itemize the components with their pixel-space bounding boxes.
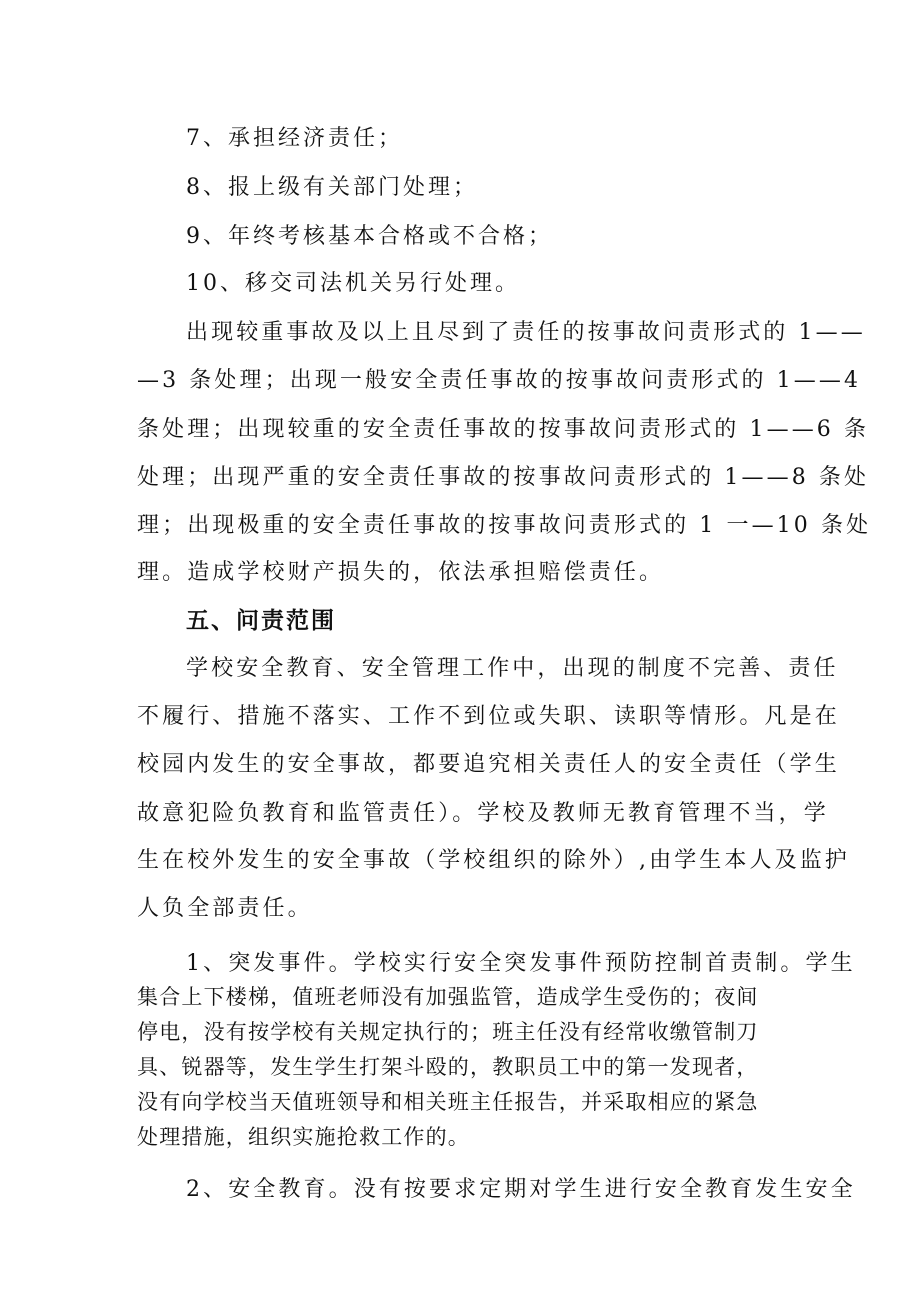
paragraph-line: 条处理；出现较重的安全责任事故的按事故问责形式的 1——6 条 [137,417,870,442]
paragraph-line: 停电，没有按学校有关规定执行的；班主任没有经常收缴管制刀 [137,1020,759,1044]
list-item: 7、承担经济责任； [186,126,403,151]
list-item: 8、报上级有关部门处理； [186,175,478,200]
paragraph-line: 集合上下楼梯，值班老师没有加强监管，造成学生受伤的；夜间 [137,985,759,1009]
paragraph-line: 出现较重事故及以上且尽到了责任的按事故问责形式的 1—— [186,320,866,345]
paragraph-line: 理。造成学校财产损失的，依法承担赔偿责任。 [137,560,665,585]
section-heading: 五、问责范围 [186,608,336,634]
paragraph-line: 学校安全教育、安全管理工作中，出现的制度不完善、责任 [186,656,839,681]
paragraph-line: 处理措施，组织实施抢救工作的。 [137,1125,470,1149]
paragraph-line: 故意犯险负教育和监管责任）。学校及教师无教育管理不当，学 [137,801,829,826]
list-item: 10、移交司法机关另行处理。 [186,271,520,296]
paragraph-line: —3 条处理；出现一般安全责任事故的按事故问责形式的 1——4 [137,368,862,393]
paragraph-line: 2、安全教育。没有按要求定期对学生进行安全教育发生安全 [186,1177,856,1202]
paragraph-line: 1、突发事件。学校实行安全突发事件预防控制首责制。学生 [186,951,856,976]
paragraph-line: 没有向学校当天值班领导和相关班主任报告，并采取相应的紧急 [137,1090,759,1114]
paragraph-line: 生在校外发生的安全事故（学校组织的除外）,由学生本人及监护 [137,848,850,873]
paragraph-line: 理；出现极重的安全责任事故的按事故问责形式的 1 一—10 条处 [137,513,872,538]
paragraph-line: 具、锐器等，发生学生打架斗殴的，教职员工中的第一发现者， [137,1055,759,1079]
paragraph-line: 不履行、措施不落实、工作不到位或失职、读职等情形。凡是在 [137,704,840,729]
paragraph-line: 人负全部责任。 [137,896,313,921]
list-item: 9、年终考核基本合格或不合格； [186,224,553,249]
paragraph-line: 处理；出现严重的安全责任事故的按事故问责形式的 1——8 条处 [137,465,870,490]
paragraph-line: 校园内发生的安全事故，都要追究相关责任人的安全责任（学生 [137,752,840,777]
